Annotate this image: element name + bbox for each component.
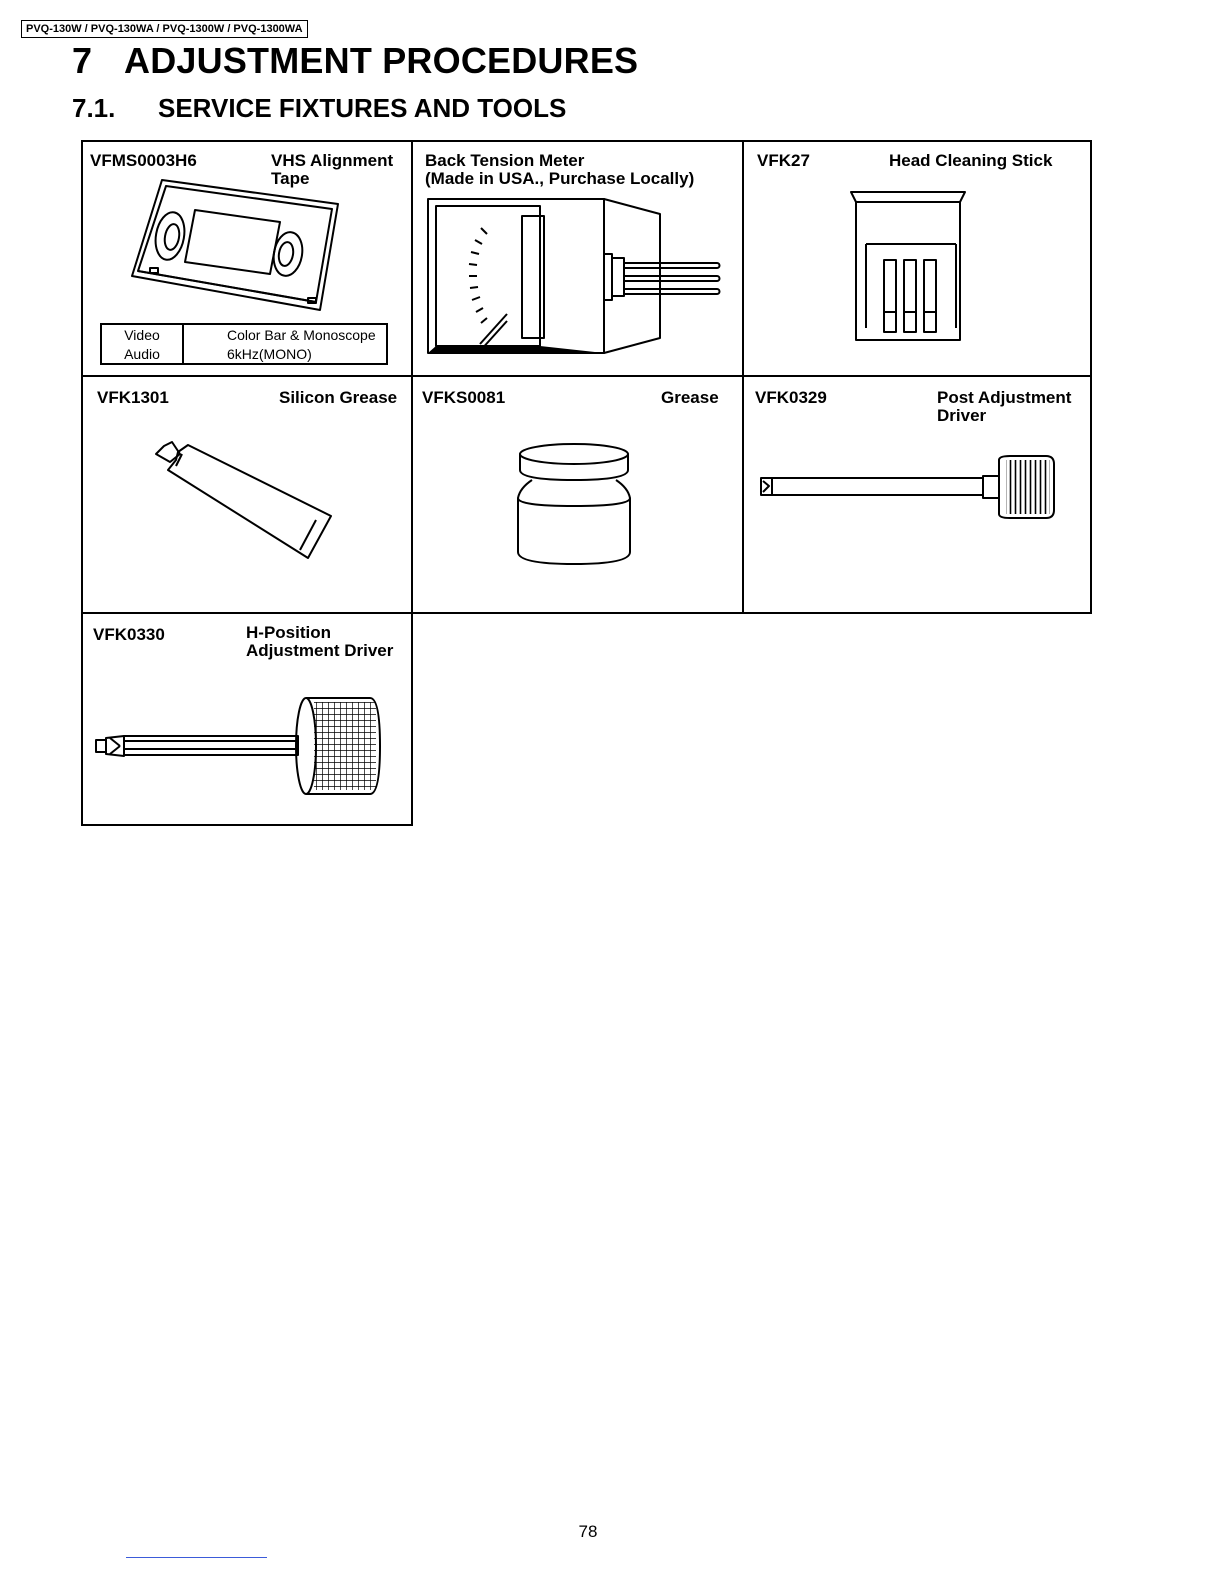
tool-name: VHS Alignment	[271, 151, 394, 170]
table-row	[102, 326, 386, 345]
tool-name: Back Tension Meter	[425, 151, 585, 170]
tool-name: Post Adjustment	[937, 388, 1072, 407]
footer-link-underline	[126, 1557, 267, 1558]
section-heading	[72, 93, 566, 124]
tape-spec-table	[100, 323, 388, 365]
post-driver-icon	[758, 454, 1058, 522]
chapter-title: ADJUSTMENT PROCEDURES	[124, 40, 639, 81]
table-label: Video	[124, 327, 160, 343]
tool-name: Head Cleaning Stick	[889, 151, 1053, 170]
section-number: 7.1.	[72, 93, 116, 123]
tool-name-line2: Driver	[937, 406, 987, 425]
table-value: 6kHz(MONO)	[227, 346, 312, 362]
tool-part-number: VFK0329	[755, 388, 827, 407]
grease-tube-icon	[148, 440, 338, 564]
grid-line	[81, 140, 83, 826]
table-row	[102, 345, 386, 364]
model-numbers: PVQ-130W / PVQ-130WA / PVQ-1300W / PVQ-1300WA	[21, 20, 308, 38]
grid-line	[81, 824, 412, 826]
tool-part-number: VFMS0003H6	[90, 151, 197, 170]
table-label: Audio	[124, 346, 160, 362]
page-number: 78	[578, 1522, 598, 1541]
tool-name-line2: (Made in USA., Purchase Locally)	[425, 169, 695, 188]
grease-jar-icon	[512, 440, 636, 570]
h-position-driver-icon	[94, 696, 386, 798]
vhs-tape-icon	[120, 176, 350, 316]
grid-line	[81, 375, 1092, 377]
tool-part-number: VFK1301	[97, 388, 169, 407]
tool-part-number: VFKS0081	[422, 388, 506, 407]
grid-line	[81, 612, 1092, 614]
tension-meter-icon	[425, 196, 725, 358]
grid-line	[1090, 140, 1092, 614]
tool-name: Silicon Grease	[279, 388, 398, 407]
tool-name-line2: Tape	[271, 169, 310, 188]
grid-line	[411, 140, 413, 826]
grid-line	[742, 140, 744, 614]
tool-name-line2: Adjustment Driver	[246, 641, 394, 660]
cleaning-stick-icon	[848, 188, 968, 344]
tool-name: H-Position	[246, 623, 331, 642]
grid-line	[81, 140, 1092, 142]
chapter-number: 7	[72, 40, 93, 81]
chapter-heading	[72, 40, 638, 82]
tool-part-number: VFK27	[757, 151, 810, 170]
table-value: Color Bar & Monoscope	[227, 327, 376, 343]
tool-part-number: VFK0330	[93, 625, 165, 644]
section-title: SERVICE FIXTURES AND TOOLS	[158, 93, 567, 123]
tool-name: Grease	[661, 388, 719, 407]
